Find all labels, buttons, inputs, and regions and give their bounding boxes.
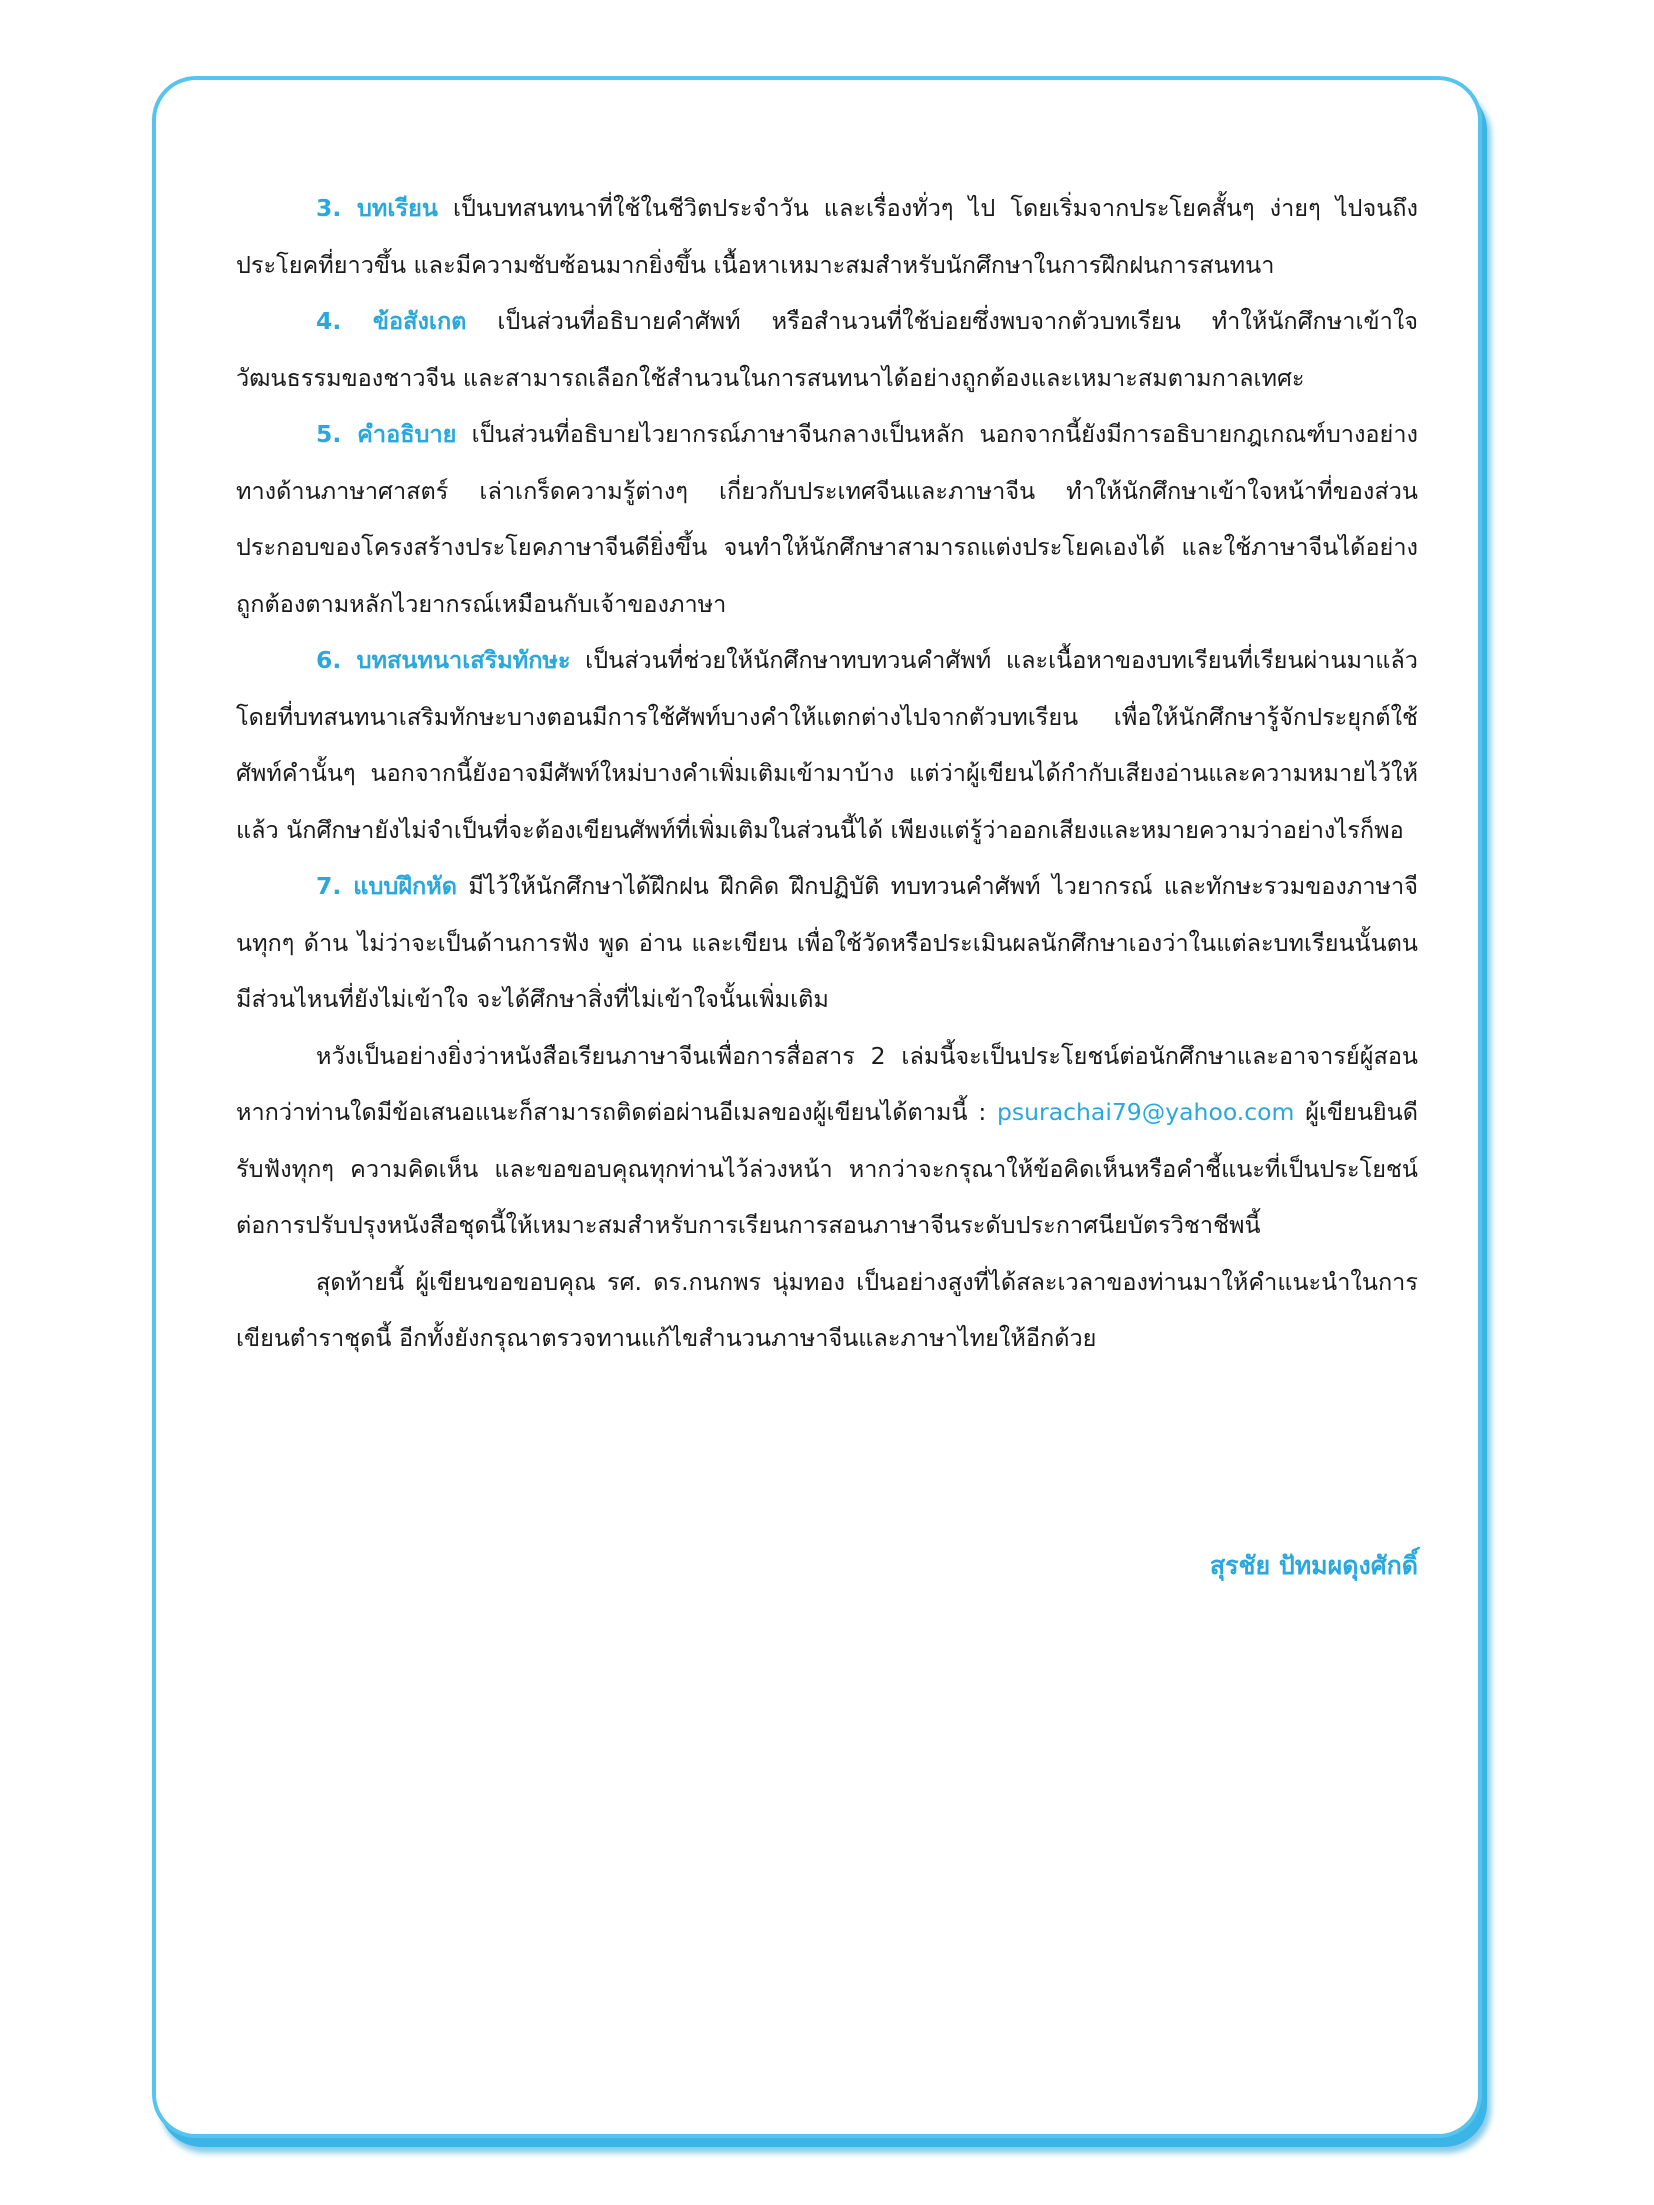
item-text-explanation: เป็นส่วนที่อธิบายไวยากรณ์ภาษาจีนกลางเป็นหลัก นอกจากนี้ยังมีการอธิบายกฎเกณฑ์บางอย่างทางด้านภาษาศาสตร์ เล่าเกร็ดความรู้ต่างๆ เกี่ยวกับประเทศจีนและภาษาจีน ทำให้นักศึกษาเข้าใจหน้าที่ของส่วนประกอบของโครงสร้างประโยคภาษาจีนดียิ่งขึ้น จนทำให้นักศึกษาสามารถแต่งประโยคเองได้ และใช้ภาษาจีนได้อย่างถูกต้องตามหลักไวยากรณ์เหมือนกับเจ้าของภาษา bbox=[236, 420, 1418, 618]
item-text-exercise: มีไว้ให้นักศึกษาได้ฝึกฝน ฝึกคิด ฝึกปฏิบัติ ทบทวนคำศัพท์ ไวยากรณ์ และทักษะรวมของภาษาจีนทุกๆ ด้าน ไม่ว่าจะเป็นด้านการฟัง พูด อ่าน และเขียน เพื่อใช้วัดหรือประเมินผลนักศึกษาเองว่าในแต่ละบทเรียนนั้นตนมีส่วนไหนที่ยังไม่เข้าใจ จะได้ศึกษาสิ่งที่ไม่เข้าใจนั้นเพิ่มเติม bbox=[236, 872, 1418, 1013]
item-paragraph-observation bbox=[236, 293, 1418, 406]
item-text-observation: เป็นส่วนที่อธิบายคำศัพท์ หรือสำนวนที่ใช้บ่อยซึ่งพบจากตัวบทเรียน ทำให้นักศึกษาเข้าใจวัฒนธรรมของชาวจีน และสามารถเลือกใช้สำนวนในการสนทนาได้อย่างถูกต้องและเหมาะสมตามกาลเทศะ bbox=[236, 307, 1419, 392]
item-paragraph-explanation bbox=[236, 406, 1418, 632]
item-paragraph-skill-dialogue bbox=[236, 632, 1418, 858]
closing-text-after-email: ผู้เขียนยินดีรับฟังทุกๆ ความคิดเห็น และขอขอบคุณทุกท่านไว้ล่วงหน้า หากว่าจะกรุณาให้ข้อคิดเห็นหรือคำชี้แนะที่เป็นประโยชน์ต่อการปรับปรุงหนังสือชุดนี้ให้เหมาะสมสำหรับการเรียนการสอนภาษาจีนระดับประกาศนียบัตรวิชาชีพนี้ bbox=[236, 1098, 1418, 1239]
item-label-skill-dialogue: 6. บทสนทนาเสริมทักษะ bbox=[316, 646, 571, 674]
thanks-paragraph: สุดท้ายนี้ ผู้เขียนขอขอบคุณ รศ. ดร.กนกพร นุ่มทอง เป็นอย่างสูงที่ได้สละเวลาของท่านมาให้คำแนะนำในการเขียนตำราชุดนี้ อีกทั้งยังกรุณาตรวจทานแก้ไขสำนวนภาษาจีนและภาษาไทยให้อีกด้วย bbox=[236, 1267, 1418, 1352]
item-text-skill-dialogue: เป็นส่วนที่ช่วยให้นักศึกษาทบทวนคำศัพท์ และเนื้อหาของบทเรียนที่เรียนผ่านมาแล้ว โดยที่บทสนทนาเสริมทักษะบางตอนมีการใช้ศัพท์บางคำให้แตกต่างไปจากตัวบทเรียน เพื่อให้นักศึกษารู้จักประยุกต์ใช้ศัพท์คำนั้นๆ นอกจากนี้ยังอาจมีศัพท์ใหม่บางคำเพิ่มเติมเข้ามาบ้าง แต่ว่าผู้เขียนได้กำกับเสียงอ่านและความหมายไว้ให้แล้ว นักศึกษายังไม่จำเป็นที่จะต้องเขียนศัพท์ที่เพิ่มเติมในส่วนนี้ได้ เพียงแต่รู้ว่าออกเสียงและหมายความว่าอย่างไรก็พอ bbox=[236, 646, 1418, 844]
author-email-link[interactable]: psurachai79@yahoo.com bbox=[996, 1098, 1295, 1126]
author-signature: สุรชัย ปัทมผดุงศักดิ์ bbox=[1209, 1551, 1418, 1580]
item-text-lesson: เป็นบทสนทนาที่ใช้ในชีวิตประจำวัน และเรื่องทั่วๆ ไป โดยเริ่มจากประโยคสั้นๆ ง่ายๆ ไปจนถึงประโยคที่ยาวขึ้น และมีความซับซ้อนมากยิ่งขึ้น เนื้อหาเหมาะสมสำหรับนักศึกษาในการฝึกฝนการสนทนา bbox=[236, 194, 1419, 279]
closing-text-before-email: หวังเป็นอย่างยิ่งว่าหนังสือเรียนภาษาจีนเพื่อการสื่อสาร 2 เล่มนี้จะเป็นประโยชน์ต่อนักศึกษาและอาจารย์ผู้สอน หากว่าท่านใดมีข้อเสนอแนะก็สามารถติดต่อผ่านอีเมลของผู้เขียนได้ตามนี้ : bbox=[236, 1041, 1418, 1126]
item-label-observation: 4. ข้อสังเกต bbox=[316, 307, 467, 335]
item-paragraph-lesson bbox=[236, 180, 1418, 293]
item-label-lesson: 3. บทเรียน bbox=[316, 194, 438, 222]
item-label-exercise: 7. แบบฝึกหัด bbox=[316, 872, 458, 900]
preface-body bbox=[236, 180, 1418, 1367]
item-paragraph-exercise bbox=[236, 858, 1418, 1028]
item-label-explanation: 5. คำอธิบาย bbox=[316, 420, 457, 448]
closing-paragraph bbox=[236, 1028, 1418, 1254]
